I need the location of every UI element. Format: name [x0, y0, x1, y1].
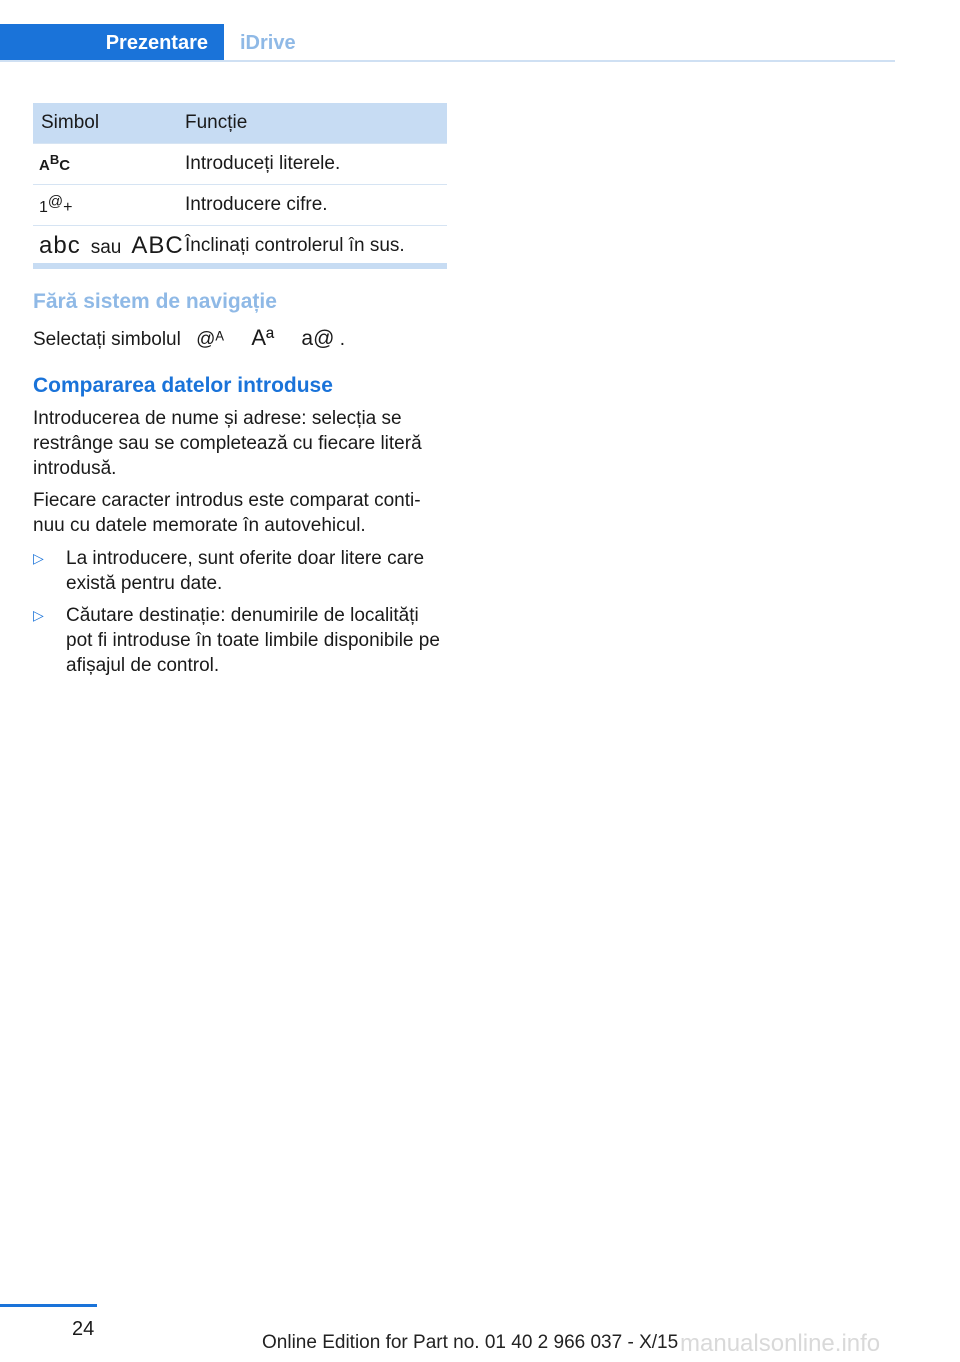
numbers-icon: 1@+: [33, 185, 185, 226]
tab-prezentare[interactable]: Prezentare: [0, 24, 224, 62]
lower-a-at-icon: a@: [301, 327, 335, 350]
table-row: [33, 226, 447, 267]
triangle-bullet-icon: ▷: [33, 550, 44, 566]
uppercase-icon: ABC: [131, 232, 184, 259]
table-header-row: [33, 103, 447, 144]
col-header-function: Funcție: [185, 103, 447, 144]
footer-rule: [0, 1304, 97, 1307]
lowercase-icon: abc: [39, 232, 81, 259]
paragraph-character-compare: Fiecare caracter introdus este comparat conti‐nuu cu datele memorate în autovehicul.: [33, 490, 421, 536]
watermark: manualsonline.info: [680, 1330, 881, 1357]
col-header-symbol: Simbol: [33, 103, 185, 144]
case-toggle-cell: [33, 226, 185, 267]
function-cell: Înclinați controlerul în sus.: [185, 226, 447, 267]
page-number: 24: [72, 1318, 95, 1340]
select-symbol-text: Selectați simbolul @ᴬ Aª a@ .: [33, 325, 345, 350]
header-bar: [0, 0, 895, 62]
header-rule: [0, 60, 895, 62]
table-row: [33, 144, 447, 185]
function-cell: Introduceți literele.: [185, 144, 447, 185]
table-row: [33, 185, 447, 226]
capital-a-icon: Aª: [251, 325, 275, 350]
at-letter-icon: @ᴬ: [196, 329, 225, 350]
heading-compare-input: Compararea datelor introduse: [33, 374, 333, 397]
connector-text: sau: [90, 237, 122, 258]
table-end-rule: [33, 263, 447, 269]
function-cell: Introducere cifre.: [185, 185, 447, 226]
abc-letters-icon: $A^BC$: [33, 144, 185, 185]
edition-text: Online Edition for Part no. 01 40 2 966 037 - X/15: [262, 1332, 679, 1353]
paragraph-names-addresses: Introducerea de nume și adrese: selecția se restrânge sau se completează cu fiecare literă introdusă.: [33, 408, 422, 479]
tab-idrive[interactable]: iDrive: [240, 31, 296, 54]
triangle-bullet-icon: ▷: [33, 607, 44, 623]
heading-no-navigation: Fără sistem de navigație: [33, 290, 277, 313]
symbol-table: [33, 103, 447, 266]
